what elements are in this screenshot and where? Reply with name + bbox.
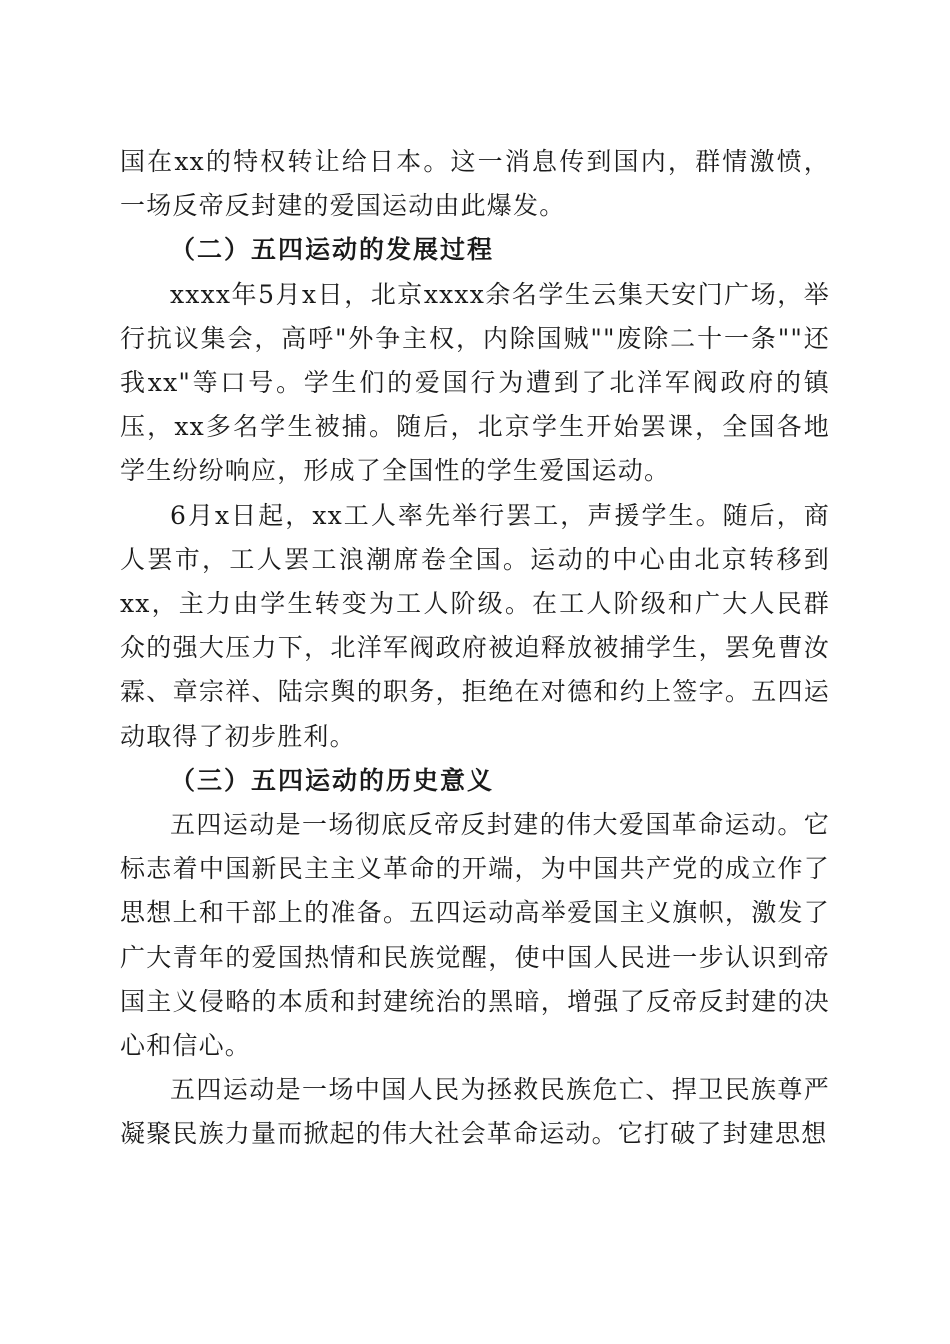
body-paragraph: xxxx年5月x日，北京xxxx余名学生云集天安门广场，举行抗议集会，高呼"外争主权，内除国贼""废除二十一条""还我xx"等口号。学生们的爱国行为遭到了北洋军阀政府的镇压，xx多名学生被捕。随后，北京学生开始罢课，全国各地学生纷纷响应，形成了全国性的学生爱国运动。 <box>120 279 830 486</box>
body-paragraph: 6月x日起，xx工人率先举行罢工，声援学生。随后，商人罢市，工人罢工浪潮席卷全国。运动的中心由北京转移到xx，主力由学生转变为工人阶级。在工人阶级和广大人民群众的强大压力下，北洋军阀政府被迫释放被捕学生，罢免曹汝霖、章宗祥、陆宗舆的职务，拒绝在对德和约上签字。五四运动取得了初步胜利。 <box>120 500 830 751</box>
section-heading-development: （二）五四运动的发展过程 <box>170 235 495 265</box>
body-paragraph: 五四运动是一场彻底反帝反封建的伟大爱国革命运动。它标志着中国新民主主义革命的开端，为中国共产党的成立作了思想上和干部上的准备。五四运动高举爱国主义旗帜，激发了广大青年的爱国热情和民族觉醒，使中国人民进一步认识到帝国主义侵略的本质和封建统治的黑暗，增强了反帝反封建的决心和信心。 <box>120 810 830 1061</box>
continuation-paragraph: 国在xx的特权转让给日本。这一消息传到国内，群情激愤，一场反帝反封建的爱国运动由此爆发。 <box>120 147 830 221</box>
document-body <box>120 140 830 1157</box>
section-heading-significance: （三）五四运动的历史意义 <box>170 765 495 795</box>
body-paragraph: 五四运动是一场中国人民为拯救民族危亡、捍卫民族尊严凝聚民族力量而掀起的伟大社会革命运动。它打破了封建思想 <box>120 1075 830 1149</box>
